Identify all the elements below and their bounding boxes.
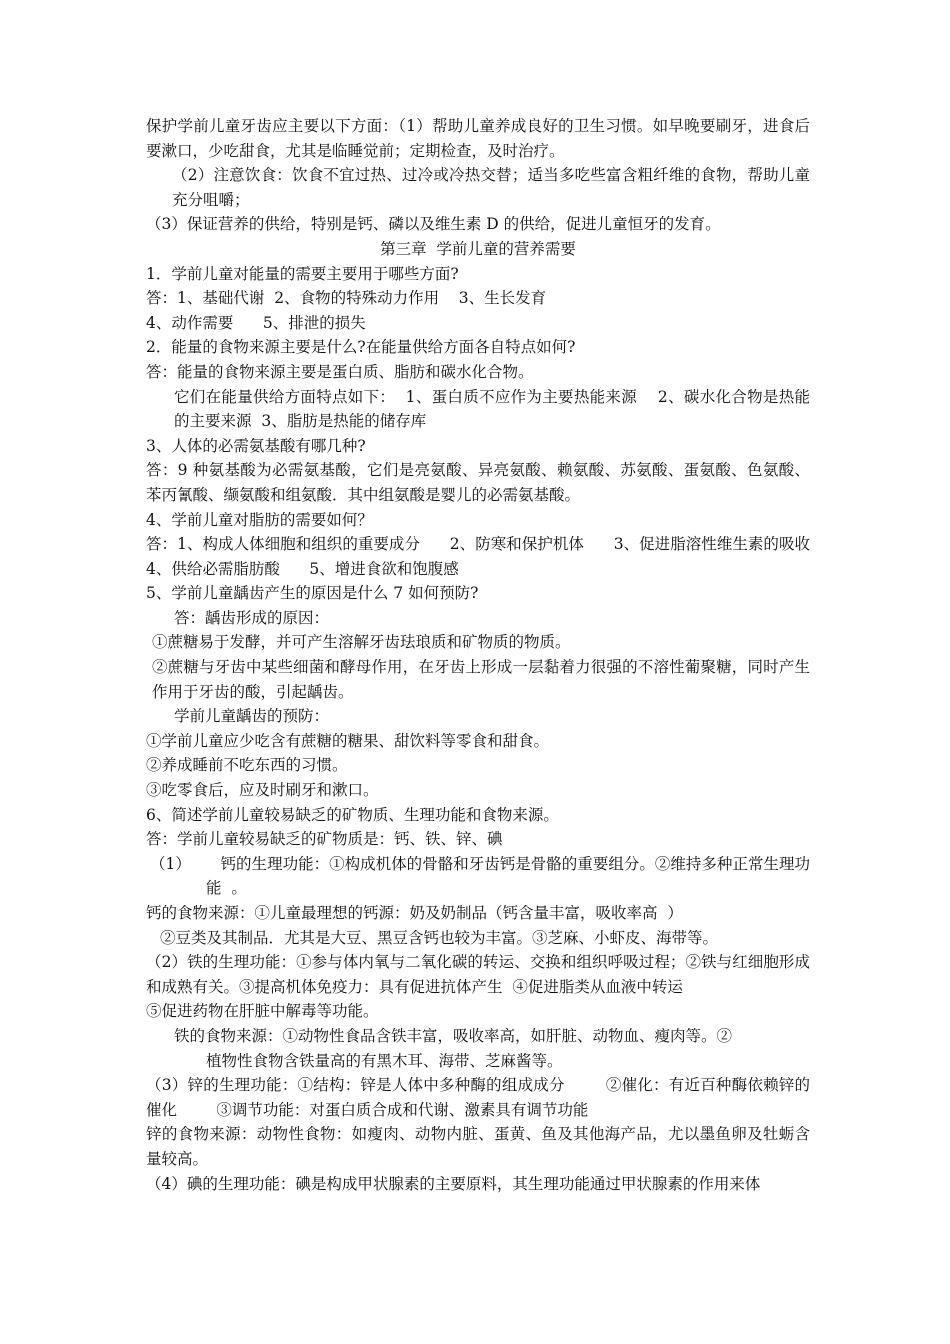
list-item: ②养成睡前不吃东西的习惯。 — [146, 756, 348, 775]
paragraph: ⑤促进药物在肝脏中解毒等功能。 — [146, 1002, 379, 1021]
paragraph: 保护学前儿童牙齿应主要以下方面：（1）帮助儿童养成良好的卫生习惯。如早晚要刷牙，进食后要漱口，少吃甜食，尤其是临睡觉前；定期检查，及时治疗。 — [146, 117, 810, 160]
list-item: ②蔗糖与牙齿中某些细菌和酵母作用，在牙齿上形成一层黏着力很强的不溶性葡聚糖，同时产生作用于牙齿的酸，引起龋齿。 — [152, 658, 810, 701]
answer: 答：龋齿形成的原因： — [174, 608, 330, 627]
paragraph: 锌的食物来源：动物性食物：如瘦肉、动物内脏、蛋黄、鱼及其他海产品，尤以墨鱼卵及牡蛎含量较高。 — [146, 1125, 810, 1168]
paragraph: 植物性食物含铁量高的有黑木耳、海带、芝麻酱等。 — [206, 1051, 563, 1070]
list-item: ①学前儿童应少吃含有蔗糖的糖果、甜饮料等零食和甜食。 — [146, 731, 550, 750]
answer: 答：9 种氨基酸为必需氨基酸，它们是亮氨酸、异亮氨酸、赖氨酸、苏氨酸、蛋氨酸、色氨酸、苯丙氰酸、缬氨酸和组氨酸．其中组氨酸是婴儿的必需氨基酸。 — [146, 461, 810, 504]
question: 6、简述学前儿童较易缺乏的矿物质、生理功能和食物来源。 — [146, 805, 559, 824]
paragraph: 钙的食物来源：①儿童最理想的钙源：奶及奶制品（钙含量丰富，吸收率高 ） — [146, 904, 683, 922]
subheading: 学前儿童龋齿的预防： — [174, 707, 330, 726]
paragraph: （3）锌的生理功能：①结构：锌是人体中多种酶的组成成分 ②催化：有近百种酶依赖锌的催化 ③调节功能：对蛋白质合成和代谢、激素具有调节功能 — [146, 1076, 810, 1119]
paragraph: （2）注意饮食：饮食不宜过热、过冷或冷热交替；适当多吃些富含粗纤维的食物，帮助儿童充分咀嚼； — [172, 166, 810, 209]
paragraph: （2）铁的生理功能：①参与体内氧与二氧化碳的转运、交换和组织呼吸过程；②铁与红细胞形成和成熟有关。③提高机体免疫力：具有促进抗体产生 ④促进脂类从血液中转运 — [146, 953, 810, 996]
answer: 答：能量的食物来源主要是蛋白质、脂肪和碳水化合物。 — [146, 362, 534, 381]
answer: 答：学前儿童较易缺乏的矿物质是：钙、铁、锌、碘 — [146, 830, 503, 849]
answer: 它们在能量供给方面特点如下： 1、蛋白质不应作为主要热能来源 2、碳水化合物是热能的主要来源 3、脂肪是热能的储存库 — [174, 387, 810, 431]
question: 5、学前儿童龋齿产生的原因是什么 7 如何预防? — [146, 584, 479, 603]
document-page — [146, 114, 840, 1196]
list-item: （1） 钙的生理功能：①构成机体的骨骼和牙齿钙是骨骼的重要组分。②维持多种正常生理功能 。 — [150, 854, 810, 898]
question: 1．学前儿童对能量的需要主要用于哪些方面? — [146, 264, 459, 283]
list-item: ①蔗糖易于发酵，并可产生溶解牙齿珐琅质和矿物质的物质。 — [152, 633, 571, 652]
question: 2．能量的食物来源主要是什么?在能量供给方面各自特点如何? — [146, 338, 576, 357]
paragraph: （3）保证营养的供给，特别是钙、磷以及维生素 D 的供给，促进儿童恒牙的发育。 — [146, 215, 721, 234]
paragraph: （4）碘的生理功能：碘是构成甲状腺素的主要原料，其生理功能通过甲状腺素的作用来体 — [146, 1174, 761, 1193]
question: 4、学前儿童对脂肪的需要如何？ — [146, 510, 373, 529]
paragraph: 铁的食物来源：①动物性食品含铁丰富，吸收率高，如肝脏、动物血、瘦肉等。② — [174, 1026, 733, 1045]
answer: 4、动作需要 5、排泄的损失 — [146, 313, 366, 332]
answer: 答：1、构成人体细胞和组织的重要成分 2、防寒和保护机体 3、促进脂溶性维生素的吸收 4、供给必需脂肪酸 5、增进食欲和饱腹感 — [146, 535, 840, 578]
list-item: ③吃零食后，应及时刷牙和漱口。 — [146, 781, 379, 800]
paragraph: ②豆类及其制品．尤其是大豆、黑豆含钙也较为丰富。③芝麻、小虾皮、海带等。 — [160, 928, 719, 947]
chapter-heading: 第三章 学前儿童的营养需要 — [380, 239, 576, 258]
question: 3、人体的必需氨基酸有哪几种? — [146, 436, 366, 455]
answer: 答：1、基础代谢 2、食物的特殊动力作用 3、生长发育 — [146, 289, 547, 308]
